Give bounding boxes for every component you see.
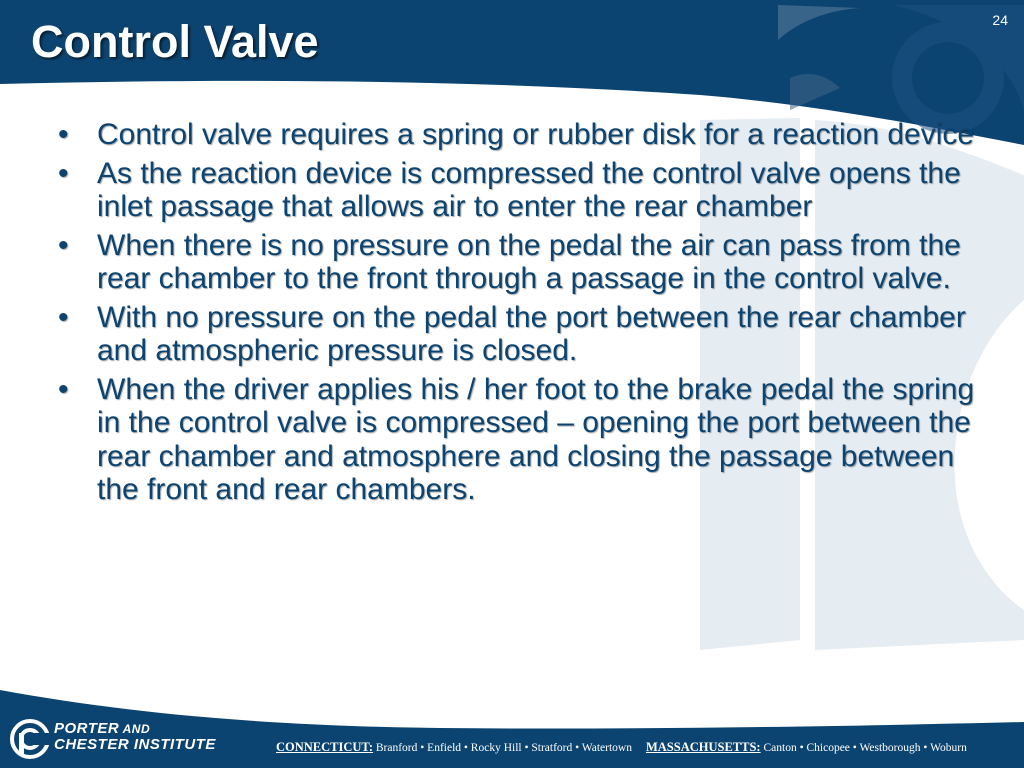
- ma-label: MASSACHUSETTS:: [645, 740, 761, 754]
- bullet-text: Control valve requires a spring or rubber disk for a reaction device: [97, 118, 975, 151]
- footer-brand: [54, 721, 216, 752]
- bullet-dot-icon: •: [58, 118, 69, 151]
- bullet-list: [56, 118, 996, 512]
- brand-line-1: [54, 721, 216, 737]
- bullet-text: When the driver applies his / her foot to the brake pedal the spring in the control valve is compressed – opening the port between the rear chamber and atmosphere and closing the passage between the front and rear chambers.: [97, 372, 975, 506]
- bullet-dot-icon: •: [58, 156, 69, 190]
- bullet-text: With no pressure on the pedal the port between the rear chamber and atmospheric pressure is closed.: [97, 300, 966, 367]
- slide-title: Control Valve: [31, 16, 319, 67]
- brand-and: AND: [119, 722, 151, 736]
- bullet-dot-icon: •: [58, 300, 69, 334]
- ct-locations: Branford • Enfield • Rocky Hill • Stratford • Watertown: [373, 742, 632, 754]
- bullet-item: [56, 118, 996, 152]
- bullet-text: As the reaction device is compressed the control valve opens the inlet passage that allows air to enter the rear chamber: [97, 156, 961, 223]
- slide-number: 24: [992, 12, 1008, 28]
- bullet-text: When there is no pressure on the pedal the air can pass from the rear chamber to the front through a passage in the control valve.: [97, 228, 961, 295]
- porter-chester-logo-icon: [10, 719, 50, 759]
- bullet-item: [56, 301, 996, 368]
- footer-locations: [276, 740, 967, 755]
- ma-locations: Canton • Chicopee • Westborough • Woburn: [760, 742, 967, 754]
- bullet-dot-icon: •: [58, 372, 69, 406]
- bullet-dot-icon: •: [58, 228, 69, 262]
- bullet-item: [56, 229, 996, 296]
- brand-porter: PORTER: [54, 720, 120, 737]
- bullet-item: [56, 373, 996, 507]
- bullet-item: [56, 157, 996, 224]
- ct-label: CONNECTICUT:: [276, 740, 373, 754]
- brand-line-2: CHESTER INSTITUTE: [54, 736, 216, 753]
